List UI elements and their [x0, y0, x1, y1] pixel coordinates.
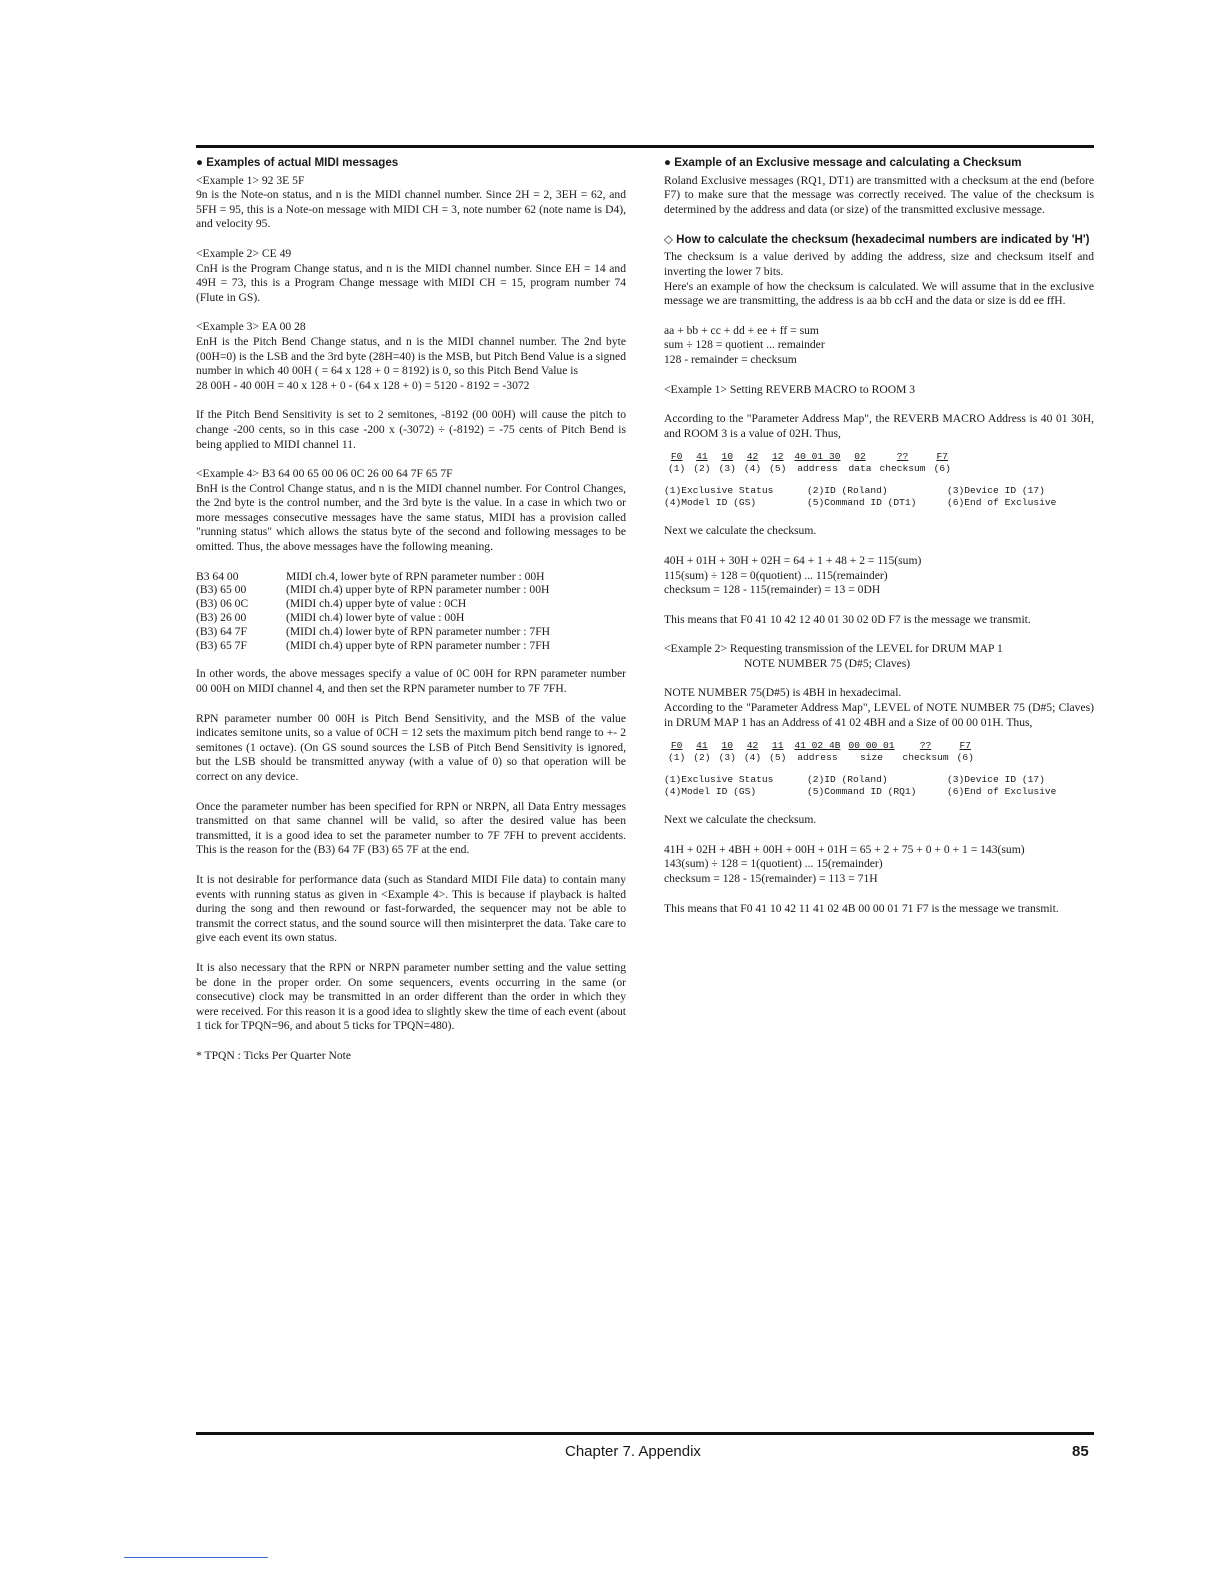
- rpn-bytes: (B3) 64 7F: [196, 624, 247, 638]
- sensitivity-paragraph: If the Pitch Bend Sensitivity is set to 2 semitones, -8192 (00 00H) will cause the pitch to change -200 cents, so in this case -200 x (-3072) ÷ (-8192) = -75 cents of Pitch Bend is being applied to MIDI channel 11.: [196, 408, 626, 451]
- example-2-title-line: <Example 2> Requesting transmission of the LEVEL for DRUM MAP 1: [664, 642, 1003, 656]
- byte-label: (5): [769, 752, 787, 764]
- footer-page-number: 85: [1072, 1443, 1089, 1460]
- legend-item: (1)Exclusive Status: [664, 774, 774, 786]
- example-2-calculation: [664, 843, 1094, 887]
- rpn-bytes: (B3) 65 7F: [196, 638, 247, 652]
- table-row: [196, 583, 550, 597]
- byte-value: F0: [670, 740, 683, 752]
- byte-label: (5): [769, 463, 787, 475]
- calc-line: 40H + 01H + 30H + 02H = 64 + 1 + 48 + 2 = 115(sum): [664, 553, 922, 567]
- byte-value: ??: [919, 740, 932, 752]
- legend-item: (3)Device ID (17): [947, 485, 1045, 497]
- right-column: [664, 156, 1094, 931]
- example-2-text: CnH is the Program Change status, and n is the MIDI channel number. Since EH = 14 and 49H = 73, this is a Program Change message with MIDI CH = 15, program number 74 (Flute in GS).: [196, 261, 626, 304]
- calc-line: 41H + 02H + 4BH + 00H + 00H + 01H = 65 + 2 + 75 + 0 + 0 + 1 = 143(sum): [664, 842, 1025, 856]
- example-3-text: EnH is the Pitch Bend Change status, and n is the MIDI channel number. The 2nd byte (00H=0) is the LSB and the 3rd byte (28H=40) is the MSB, but Pitch Bend Value is a signed number in which 40 00H ( = 64 x 128 + 0 = 8192) is 0, so this Pitch Bend Value is: [196, 334, 626, 378]
- example-3-calc: 28 00H - 40 00H = 40 x 128 + 0 - (64 x 128 + 0) = 5120 - 8192 = -3072: [196, 378, 530, 392]
- section-heading-midi-examples: ● Examples of actual MIDI messages: [196, 156, 399, 169]
- how-text: The checksum is a value derived by adding the address, size and checksum itself and inverting the lower 7 bits.: [664, 250, 1094, 278]
- legend-item: (6)End of Exclusive: [947, 786, 1057, 798]
- byte-label: (3): [718, 752, 736, 764]
- legend-item: (6)End of Exclusive: [947, 497, 1057, 509]
- byte-value: 10: [721, 740, 733, 752]
- legend-item: (5)Command ID (RQ1): [807, 786, 917, 798]
- here-text: Here's an example of how the checksum is calculated. We will assume that in the exclusive message we are transmitting, the address is aa bb ccH and the data or size is dd ee ffH.: [664, 279, 1094, 308]
- example-4-title: <Example 4> B3 64 00 65 00 06 0C 26 00 64 7F 65 7F: [196, 467, 453, 481]
- byte-label: size: [859, 752, 884, 764]
- example-1-calculation: [664, 554, 1094, 598]
- byte-value: F0: [670, 451, 683, 463]
- example-1-byte-table: [664, 451, 955, 475]
- checksum-example-2-title: [664, 642, 1094, 671]
- byte-label: address: [797, 752, 838, 764]
- also-paragraph: It is also necessary that the RPN or NRPN parameter number setting and the value setting be done in the proper order. On some sequencers, events occurring in the same (or consecutive) clock may be transmitted in an order different than the order in which they were received. For this reason it is a good idea to slightly skew the time of each event (about 1 tick for TPQN=96, and about 5 ticks for TPQN=480).: [196, 960, 626, 1033]
- once-paragraph: Once the parameter number has been specified for RPN or NRPN, all Data Entry messages transmitted on that same channel will be valid, so after the desired value has been transmitted, it is a good idea to set the parameter number to 7F 7FH to prevent accidents. This is the reason for the (B3) 64 7F (B3) 65 7F at the end.: [196, 799, 626, 857]
- rpn-meaning: (MIDI ch.4) lower byte of RPN parameter number : 7FH: [286, 624, 551, 638]
- calc-line: checksum = 128 - 115(remainder) = 13 = 0DH: [664, 583, 881, 597]
- legend-item: (3)Device ID (17): [947, 774, 1045, 786]
- byte-value: 41: [696, 451, 708, 463]
- byte-value: 41 02 4B: [794, 740, 841, 752]
- legend-item: (5)Command ID (DT1): [807, 497, 917, 509]
- example-2-next: Next we calculate the checksum.: [664, 813, 817, 827]
- rpn-meaning: (MIDI ch.4) upper byte of RPN parameter number : 7FH: [286, 638, 551, 652]
- byte-value: 41: [696, 740, 708, 752]
- example-1-next: Next we calculate the checksum.: [664, 524, 817, 538]
- not-desirable-paragraph: It is not desirable for performance data (such as Standard MIDI File data) to contain many events with running status as given in <Example 4>. This is because if playback is halted during the song and then rewound or fast-forwarded, the sequencer may not be able to transmit the correct status, and the sound source will then misinterpret the data. Take care to give each event its own status.: [196, 872, 626, 945]
- byte-value: 11: [772, 740, 784, 752]
- rpn-paragraph: RPN parameter number 00 00H is Pitch Bend Sensitivity, and the MSB of the value indicates semitone units, so a value of 0CH = 12 sets the maximum pitch bend range to +- 2 semitones (1 octave). (On GS sound sources the LSB of Pitch Bend Sensitivity is ignored, but the LSB should be transmitted anyway (with a value of 0) so that operation will be correct on any device.: [196, 711, 626, 783]
- legend-item: (2)ID (Roland): [807, 485, 888, 497]
- table-row: [196, 639, 550, 653]
- formula-line: sum ÷ 128 = quotient ... remainder: [664, 338, 825, 352]
- top-rule: [196, 145, 1094, 148]
- legend-item: (4)Model ID (GS): [664, 497, 757, 509]
- bottom-rule: [196, 1432, 1094, 1435]
- legend-item: (1)Exclusive Status: [664, 485, 774, 497]
- byte-value: ??: [896, 451, 909, 463]
- rpn-bytes: (B3) 06 0C: [196, 597, 249, 611]
- legend-item: (4)Model ID (GS): [664, 786, 757, 798]
- example-2-title: <Example 2> CE 49: [196, 246, 292, 260]
- example-2-means: This means that F0 41 10 42 11 41 02 4B 00 00 01 71 F7 is the message we transmit.: [664, 901, 1059, 915]
- rpn-meaning: MIDI ch.4, lower byte of RPN parameter number : 00H: [286, 569, 545, 583]
- byte-value: F7: [959, 740, 971, 752]
- checksum-formula: [664, 324, 1094, 368]
- byte-label: checksum: [879, 463, 926, 475]
- example-2-note-line: NOTE NUMBER 75(D#5) is 4BH in hexadecimal.: [664, 686, 902, 700]
- table-row: [196, 570, 550, 584]
- subheading-how-to-calc: ◇ How to calculate the checksum (hexadecimal numbers are indicated by 'H'): [664, 233, 1090, 247]
- example-1-text: 9n is the Note-on status, and n is the MIDI channel number. Since 2H = 2, 3EH = 62, and 5FH = 95, this is a Note-on message with MIDI CH = 3, note number 62 (note name is D4), and velocity 95.: [196, 188, 626, 231]
- formula-line: aa + bb + cc + dd + ee + ff = sum: [664, 323, 819, 337]
- byte-value: 40 01 30: [794, 451, 841, 463]
- rpn-meaning: (MIDI ch.4) upper byte of RPN parameter number : 00H: [286, 583, 550, 597]
- example-1-title: <Example 1> 92 3E 5F: [196, 173, 305, 187]
- byte-label: (3): [718, 463, 736, 475]
- example-1-legend: [664, 485, 1094, 509]
- byte-label: (6): [956, 752, 974, 764]
- rpn-meaning: (MIDI ch.4) lower byte of value : 00H: [286, 611, 465, 625]
- example-2-byte-table: [664, 740, 978, 764]
- legend-item: (2)ID (Roland): [807, 774, 888, 786]
- table-row: [196, 597, 550, 611]
- byte-label: (1): [668, 463, 686, 475]
- rpn-bytes: (B3) 65 00: [196, 583, 247, 597]
- byte-value: 42: [746, 451, 759, 463]
- byte-label: (4): [743, 752, 762, 764]
- section-heading-checksum: ● Example of an Exclusive message and calculating a Checksum: [664, 156, 1022, 169]
- rpn-bytes: (B3) 26 00: [196, 611, 247, 625]
- byte-value: 02: [854, 451, 866, 463]
- checksum-example-2-text: According to the "Parameter Address Map", LEVEL of NOTE NUMBER 75 (D#5; Claves) in DRUM MAP 1 has an Address of 41 02 4BH and a Size of 00 00 01H. Thus,: [664, 701, 1094, 729]
- formula-line: 128 - remainder = checksum: [664, 352, 797, 366]
- byte-label: (2): [693, 463, 711, 475]
- footer-chapter-title: Chapter 7. Appendix: [565, 1443, 701, 1460]
- example-3-title: <Example 3> EA 00 28: [196, 320, 306, 334]
- byte-label: (2): [693, 752, 711, 764]
- byte-label: checksum: [902, 752, 949, 764]
- byte-value: 10: [721, 451, 733, 463]
- example-2-title-line: NOTE NUMBER 75 (D#5; Claves): [744, 656, 911, 670]
- byte-value: F7: [936, 451, 948, 463]
- rpn-bytes: B3 64 00: [196, 569, 239, 583]
- example-2-legend: [664, 774, 1094, 798]
- example-4-text: BnH is the Control Change status, and n is the MIDI channel number. For Control Changes, the 2nd byte is the control number, and the 3rd byte is the value. In a case in which two or more messages consecutive messages have the same status, MIDI has a provision called "running status" which allows the status byte of the second and following messages to be omitted. Thus, the above messages have the following meaning.: [196, 481, 626, 554]
- byte-value: 00 00 01: [848, 740, 895, 752]
- byte-label: (4): [743, 463, 762, 475]
- calc-line: 115(sum) ÷ 128 = 0(quotient) ... 115(remainder): [664, 568, 888, 582]
- calc-line: checksum = 128 - 15(remainder) = 113 = 71H: [664, 872, 878, 886]
- other-words-paragraph: In other words, the above messages specify a value of 0C 00H for RPN parameter number 00 00H on MIDI channel 4, and then set the RPN parameter number to 7F 7FH.: [196, 667, 626, 696]
- byte-label: (1): [668, 752, 686, 764]
- checksum-example-1-title: <Example 1> Setting REVERB MACRO to ROOM 3: [664, 382, 916, 396]
- exclusive-intro: Roland Exclusive messages (RQ1, DT1) are transmitted with a checksum at the end (before F7) to make sure that the message was correctly received. The value of the checksum is determined by the address and data (or size) of the transmitted exclusive message.: [664, 173, 1094, 216]
- bottom-edge-mark: [124, 1557, 268, 1558]
- checksum-example-1-text: According to the "Parameter Address Map", the REVERB MACRO Address is 40 01 30H, and ROOM 3 is a value of 02H. Thus,: [664, 412, 1094, 440]
- byte-label: (6): [933, 463, 951, 475]
- left-column: [196, 156, 626, 1064]
- table-row: [196, 625, 550, 639]
- byte-label: data: [848, 463, 872, 475]
- byte-value: 12: [772, 451, 784, 463]
- footnote: * TPQN : Ticks Per Quarter Note: [196, 1048, 352, 1062]
- byte-value: 42: [746, 740, 759, 752]
- calc-line: 143(sum) ÷ 128 = 1(quotient) ... 15(remainder): [664, 857, 883, 871]
- example-1-means: This means that F0 41 10 42 12 40 01 30 02 0D F7 is the message we transmit.: [664, 612, 1031, 626]
- table-row: [196, 611, 550, 625]
- byte-label: address: [797, 463, 838, 475]
- rpn-meaning: (MIDI ch.4) upper byte of value : 0CH: [286, 597, 467, 611]
- rpn-message-table: [196, 570, 550, 653]
